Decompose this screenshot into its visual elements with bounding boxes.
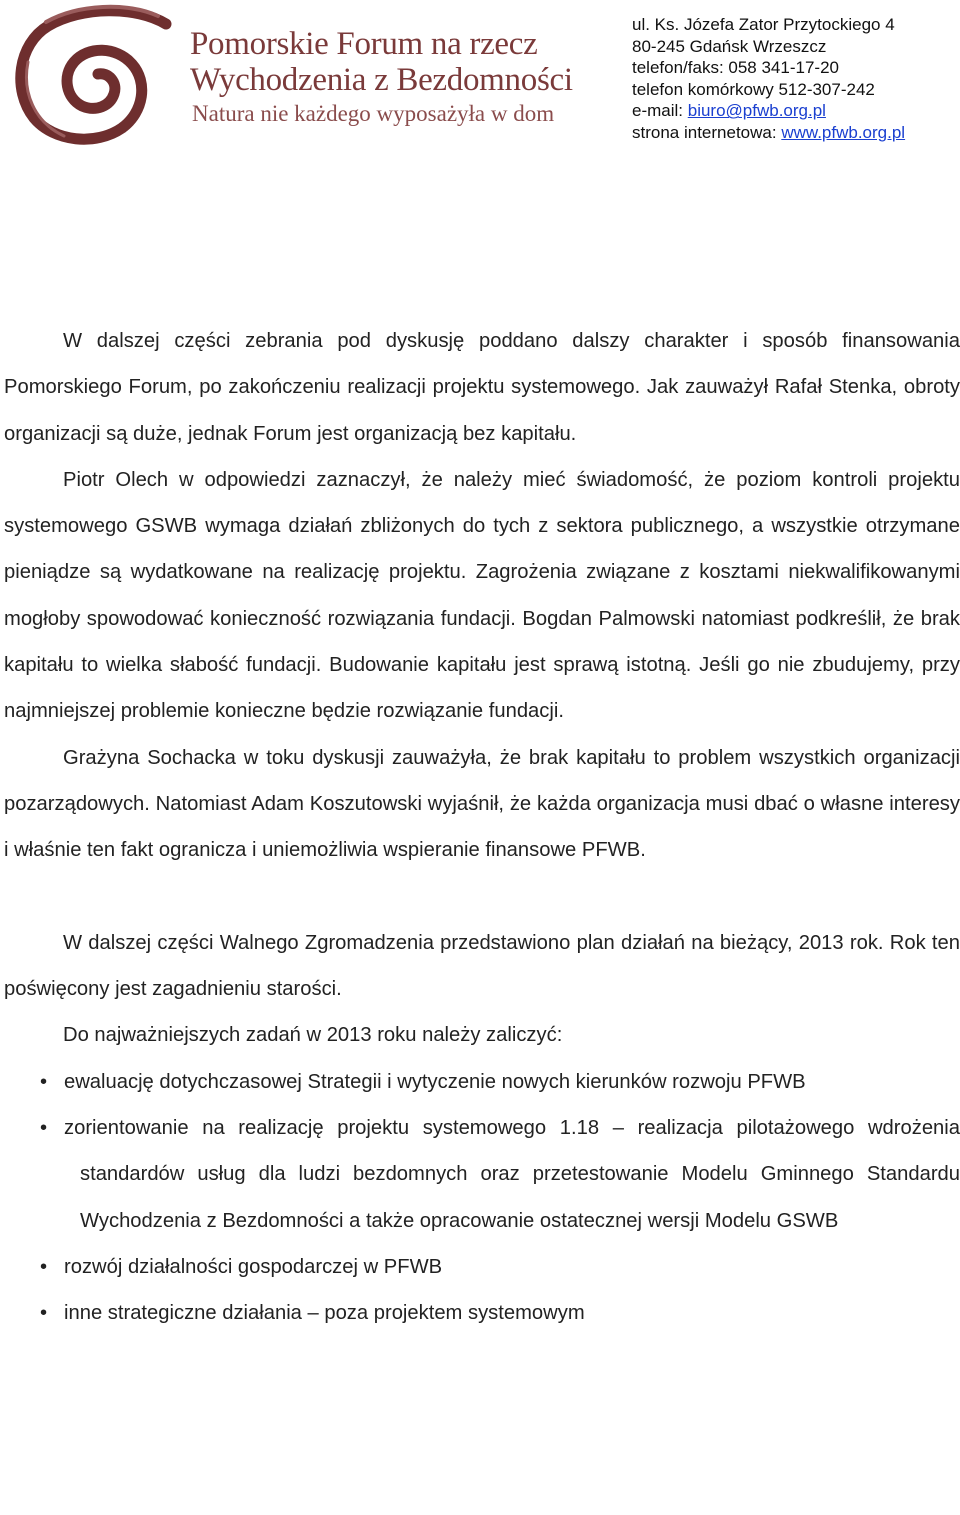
- organization-name: [190, 26, 573, 98]
- website-link[interactable]: www.pfwb.org.pl: [781, 122, 906, 142]
- list-item-text: inne strategiczne działania – poza projektem systemowym: [64, 1302, 585, 1325]
- address-line2: 80-245 Gdańsk Wrzeszcz: [632, 36, 827, 56]
- paragraph-olech: Piotr Olech w odpowiedzi zaznaczył, że należy mieć świadomość, że poziom kontroli projektu systemowego GSWB wymaga działań zbliżonych do tych z sektora publicznego, a wszystkie otrzymane pieniądze są wydatkowane na realizację projektu. Zagrożenia związane z kosztami niekwalifikowanymi mogłoby spowodować konieczność rozwiązania fundacji. Bogdan Palmowski natomiast podkreślił, że brak kapitału to wielka słabość fundacji. Budowanie kapitału jest sprawą istotną. Jeśli go nie zbudujemy, przy najmniejszej problemie konieczne będzie rozwiązanie fundacji.: [4, 468, 960, 723]
- email-label: e-mail:: [632, 101, 688, 121]
- list-item: [4, 1059, 960, 1105]
- list-item-text: ewaluację dotychczasowej Strategii i wytyczenie nowych kierunków rozwoju PFWB: [64, 1070, 806, 1093]
- phone-fax: telefon/faks: 058 341-17-20: [632, 58, 839, 78]
- organization-name-line2: Wychodzenia z Bezdomności: [190, 62, 573, 98]
- organization-tagline: Natura nie każdego wyposażyła w dom: [192, 101, 555, 126]
- email-row: [632, 100, 905, 122]
- bullet-icon: •: [40, 1255, 48, 1278]
- contact-block: [632, 14, 905, 144]
- list-item-text: zorientowanie na realizację projektu systemowego 1.18 – realizacja pilotażowego wdrożenia standardów usług dla ludzi bezdomnych oraz przetestowanie Modelu Gminnego Standardu Wychodzenia z Bezdomności a także opracowanie ostatecznej wersji Modelu GSWB: [64, 1117, 960, 1232]
- paragraph-gap: [4, 874, 960, 920]
- bullet-icon: •: [40, 1117, 48, 1140]
- paragraph-tasks-intro: Do najważniejszych zadań w 2013 roku należy zaliczyć:: [63, 1024, 563, 1047]
- address-line1: ul. Ks. Józefa Zator Przytockiego 4: [632, 15, 895, 34]
- document-body: [4, 318, 960, 1337]
- mobile-phone: telefon komórkowy 512-307-242: [632, 79, 875, 99]
- paragraph-sochacka: Grażyna Sochacka w toku dyskusji zauważyła, że brak kapitału to problem wszystkich organizacji pozarządowych. Natomiast Adam Koszutowski wyjaśnił, że każda organizacja musi dbać o własne interesy i właśnie ten fakt ogranicza i uniemożliwia wspieranie finansowe PFWB.: [4, 746, 960, 862]
- list-item: [4, 1244, 960, 1290]
- list-item: [4, 1105, 960, 1244]
- paragraph-financing: W dalszej części zebrania pod dyskusję poddano dalszy charakter i sposób finansowania Pomorskiego Forum, po zakończeniu realizacji projektu systemowego. Jak zauważył Rafał Stenka, obroty organizacji są duże, jednak Forum jest organizacją bez kapitału.: [4, 330, 960, 445]
- bullet-icon: •: [40, 1302, 48, 1325]
- bullet-icon: •: [40, 1070, 48, 1093]
- paragraph-plan: W dalszej części Walnego Zgromadzenia przedstawiono plan działań na bieżący, 2013 rok. Rok ten poświęcony jest zagadnieniu starości.: [4, 931, 960, 1001]
- email-link[interactable]: biuro@pfwb.org.pl: [687, 101, 826, 121]
- letterhead: [0, 0, 960, 160]
- list-item-text: rozwój działalności gospodarczej w PFWB: [64, 1255, 443, 1278]
- organization-name-line1: Pomorskie Forum na rzecz: [190, 26, 538, 62]
- tasks-list: [4, 1059, 960, 1337]
- spiral-shell-logo-icon: [8, 2, 188, 152]
- website-row: [632, 122, 905, 144]
- website-label: strona internetowa:: [632, 122, 782, 142]
- list-item: [4, 1290, 960, 1336]
